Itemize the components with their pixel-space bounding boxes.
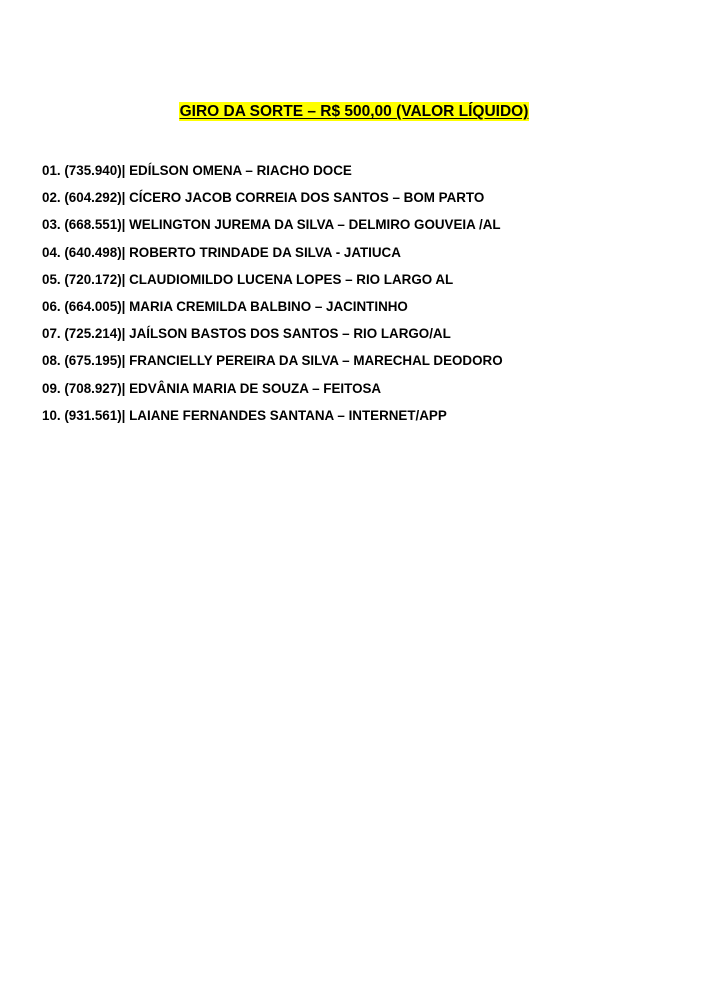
title-container bbox=[0, 102, 708, 121]
list-item: 09. (708.927)| EDVÂNIA MARIA DE SOUZA – FEITOSA bbox=[42, 380, 382, 396]
list-item: 10. (931.561)| LAIANE FERNANDES SANTANA – INTERNET/APP bbox=[42, 407, 447, 423]
list-item: 06. (664.005)| MARIA CREMILDA BALBINO – JACINTINHO bbox=[42, 298, 408, 314]
document-title: GIRO DA SORTE – R$ 500,00 (VALOR LÍQUIDO) bbox=[179, 103, 529, 120]
list-item: 01. (735.940)| EDÍLSON OMENA – RIACHO DOCE bbox=[42, 163, 352, 178]
list-item: 02. (604.292)| CÍCERO JACOB CORREIA DOS SANTOS – BOM PARTO bbox=[42, 190, 485, 206]
list-item: 07. (725.214)| JAÍLSON BASTOS DOS SANTOS – RIO LARGO/AL bbox=[42, 326, 451, 342]
winners-list bbox=[42, 162, 682, 434]
list-item: 05. (720.172)| CLAUDIOMILDO LUCENA LOPES – RIO LARGO AL bbox=[42, 271, 454, 287]
list-item: 03. (668.551)| WELINGTON JUREMA DA SILVA – DELMIRO GOUVEIA /AL bbox=[42, 217, 501, 233]
list-item: 08. (675.195)| FRANCIELLY PEREIRA DA SILVA – MARECHAL DEODORO bbox=[42, 353, 503, 369]
list-item: 04. (640.498)| ROBERTO TRINDADE DA SILVA - JATIUCA bbox=[42, 244, 401, 260]
